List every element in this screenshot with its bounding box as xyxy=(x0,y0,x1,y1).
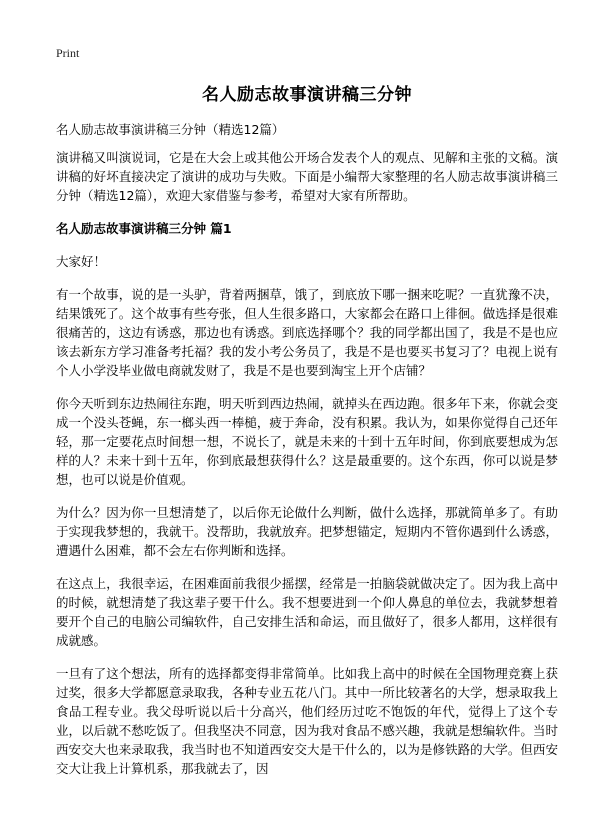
page-subtitle: 名人励志故事演讲稿三分钟（精选12篇） xyxy=(56,122,285,137)
print-link[interactable]: Print xyxy=(56,46,80,60)
body-paragraph: 一旦有了这个想法，所有的选择都变得非常简单。比如我上高中的时候在全国物理竞赛上获过奖，很多大学都愿意录取我，各种专业五花八门。其中一所比较著名的大学，想录取我上食品工程专业。我父母听说以后十分高兴，他们经历过吃不饱饭的年代，觉得上了这个专业，以后就不愁吃饭了。但我坚决不同意，因为我对食品不感兴趣，我就是想编软件。当时西安交大也来录取我，我当时也不知道西安交大是干什么的，以为是修铁路的大学。但西安交大让我上计算机系，那我就去了，因 xyxy=(56,666,558,776)
greeting: 大家好！ xyxy=(56,254,107,269)
body-paragraph: 在这点上，我很幸运，在困难面前我很少摇摆，经常是一拍脑袋就做决定了。因为我上高中的时候，就想清楚了我这辈子要干什么。我不想要进到一个仰人鼻息的单位去，我就梦想着要开个自己的电脑公司编软件，自己安排生活和命运，而且做好了，很多人都用，这样很有成就感。 xyxy=(56,576,558,648)
body-paragraph: 你今天听到东边热闹往东跑，明天听到西边热闹，就掉头在西边跑。很多年下来，你就会变成一个没头苍蝇，东一榔头西一棒槌，疲于奔命，没有积累。我认为，如果你觉得自己还年轻，那一定要花点时间想一想，不说长了，就是未来的十到十五年时间，你到底要想成为怎样的人？未来十到十五年，你到底最想获得什么？这是最重要的。这个东西，你可以说是梦想，也可以说是价值观。 xyxy=(56,396,558,487)
body-paragraph: 有一个故事，说的是一头驴，背着两捆草，饿了，到底放下哪一捆来吃呢？一直犹豫不决，结果饿死了。这个故事有些夸张，但人生很多路口，大家都会在路口上徘徊。做选择是很难很痛苦的，这边有诱惑，那边也有诱惑。到底选择哪个？我的同学都出国了，我是不是也应该去新东方学习准备考托福？我的发小考公务员了，我是不是也要买书复习了？电视上说有个人小学没毕业做电商就发财了，我是不是也要到淘宝上开个店铺？ xyxy=(56,287,558,378)
article-body xyxy=(56,148,558,792)
intro-paragraph: 演讲稿又叫演说词，它是在大会上或其他公开场合发表个人的观点、见解和主张的文稿。演讲稿的好坏直接决定了演讲的成功与失败。下面是小编帮大家整理的名人励志故事演讲稿三分钟（精选12篇），欢迎大家借鉴与参考，希望对大家有所帮助。 xyxy=(56,150,558,203)
page-title: 名人励志故事演讲稿三分钟 xyxy=(202,85,412,105)
section-heading: 名人励志故事演讲稿三分钟 篇1 xyxy=(56,221,232,236)
body-paragraph: 为什么？因为你一旦想清楚了，以后你无论做什么判断，做什么选择，那就简单多了。有助于实现我梦想的，我就干。没帮助，我就放弃。把梦想锚定，短期内不管你遇到什么诱惑，遭遇什么困难，都不会左右你判断和选择。 xyxy=(56,505,558,558)
